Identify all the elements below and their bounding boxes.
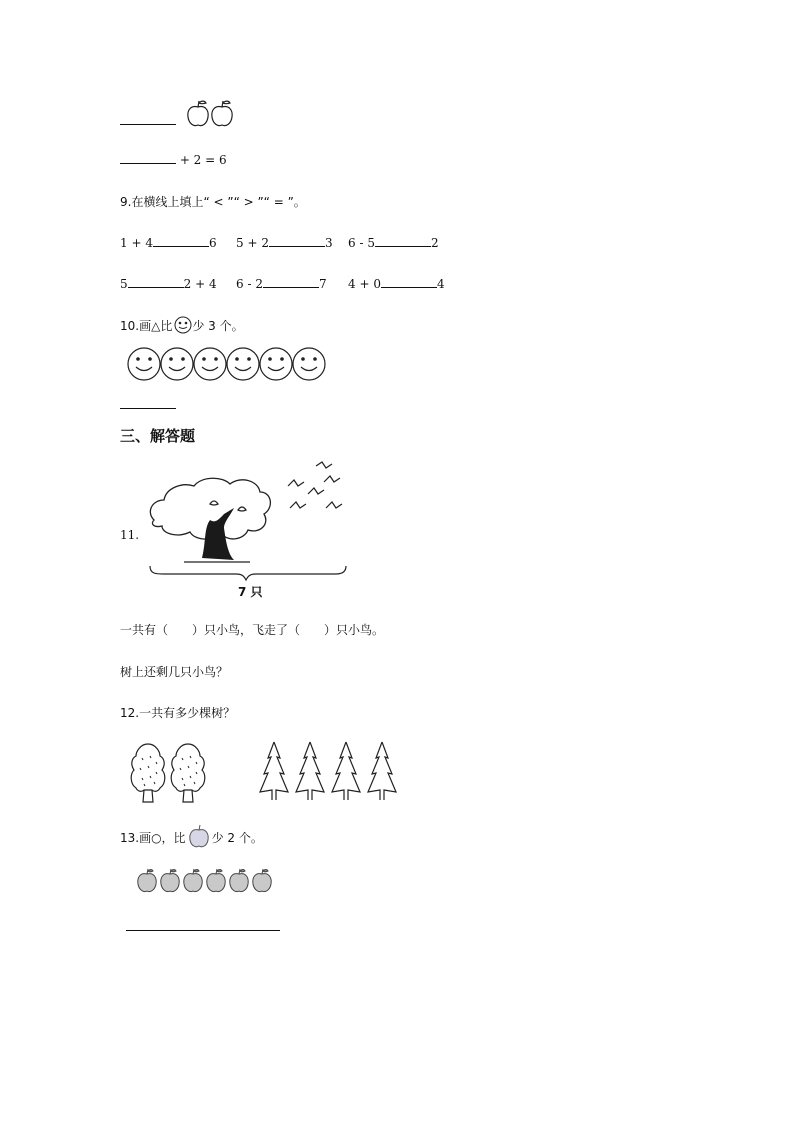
q11-image-label: 7 只 (238, 585, 263, 599)
compare-left: 5 (120, 277, 128, 291)
answer-blank[interactable] (120, 112, 176, 125)
section-heading: 三、解答题 (120, 427, 196, 445)
compare-right: 2 (430, 236, 439, 250)
smiley-icon (227, 348, 259, 380)
q11-question-2: 树上还剩几只小鸟？ (120, 665, 229, 679)
pine-tree-icon (296, 742, 324, 800)
round-tree-icon (131, 744, 165, 802)
pine-trees-image (256, 740, 402, 804)
comparison-row (236, 234, 333, 250)
compare-right: 6 (208, 236, 217, 250)
answer-blank[interactable] (263, 275, 319, 288)
tree-birds-image (140, 462, 356, 602)
smiley-icon (260, 348, 292, 380)
apple-icon (186, 832, 212, 846)
pine-tree-icon (332, 742, 360, 800)
comparison-row (348, 275, 445, 291)
round-trees-image (128, 742, 212, 804)
equation-line (120, 151, 227, 167)
compare-left: 6 - 2 (236, 277, 263, 291)
answer-blank[interactable] (120, 396, 176, 409)
pine-tree-icon (260, 742, 288, 800)
smiley-icon (172, 320, 192, 334)
compare-left: 5 + 2 (236, 236, 269, 250)
answer-blank[interactable] (120, 151, 176, 164)
compare-right: 7 (318, 277, 327, 291)
apple-icon (161, 869, 179, 892)
smiley-icon (128, 348, 160, 380)
compare-right: 2 + 4 (183, 277, 217, 291)
equation-suffix: + 2 = 6 (176, 153, 227, 167)
answer-blank[interactable] (126, 918, 280, 931)
smiley-icon (161, 348, 193, 380)
smiley-icon (293, 348, 325, 380)
q11-number: 11. (120, 528, 140, 542)
apple-icon (184, 869, 202, 892)
q11-question-1: 一共有（ ）只小鸟，飞走了（ ）只小鸟。 (120, 623, 385, 637)
round-tree-icon (171, 744, 205, 802)
pine-tree-icon (368, 742, 396, 800)
compare-left: 6 - 5 (348, 236, 375, 250)
comparison-row (348, 234, 439, 250)
compare-right: 4 (436, 277, 445, 291)
compare-left: 1 + 4 (120, 236, 153, 250)
answer-blank[interactable] (375, 234, 431, 247)
tree-trunk (202, 508, 234, 560)
q10-title-a: 10.画△比 (120, 319, 173, 333)
apple-icon (253, 869, 271, 892)
smiley-icon (194, 348, 226, 380)
q13-title-a: 13.画○，比 (120, 831, 186, 845)
q10-title (120, 317, 244, 334)
answer-blank[interactable] (381, 275, 437, 288)
apples-row-image (136, 868, 278, 894)
answer-blank[interactable] (128, 275, 184, 288)
q13-title (120, 829, 263, 846)
apples-pair-image (186, 100, 234, 128)
apple-icon (138, 869, 156, 892)
answer-blank[interactable] (153, 234, 209, 247)
comparison-row (120, 275, 217, 291)
q10-title-b: 少 3 个。 (192, 319, 244, 333)
comparison-row (120, 234, 217, 250)
compare-right: 3 (324, 236, 333, 250)
apple-icon (207, 869, 225, 892)
q9-title: 9.在横线上填上“ < ”“ > ”“ = ”。 (120, 195, 306, 209)
smiley-faces-row (127, 346, 331, 382)
answer-blank[interactable] (269, 234, 325, 247)
q13-title-b: 少 2 个。 (211, 831, 263, 845)
apple-icon (230, 869, 248, 892)
comparison-row (236, 275, 327, 291)
q12-title: 12.一共有多少棵树？ (120, 706, 236, 720)
compare-left: 4 + 0 (348, 277, 381, 291)
